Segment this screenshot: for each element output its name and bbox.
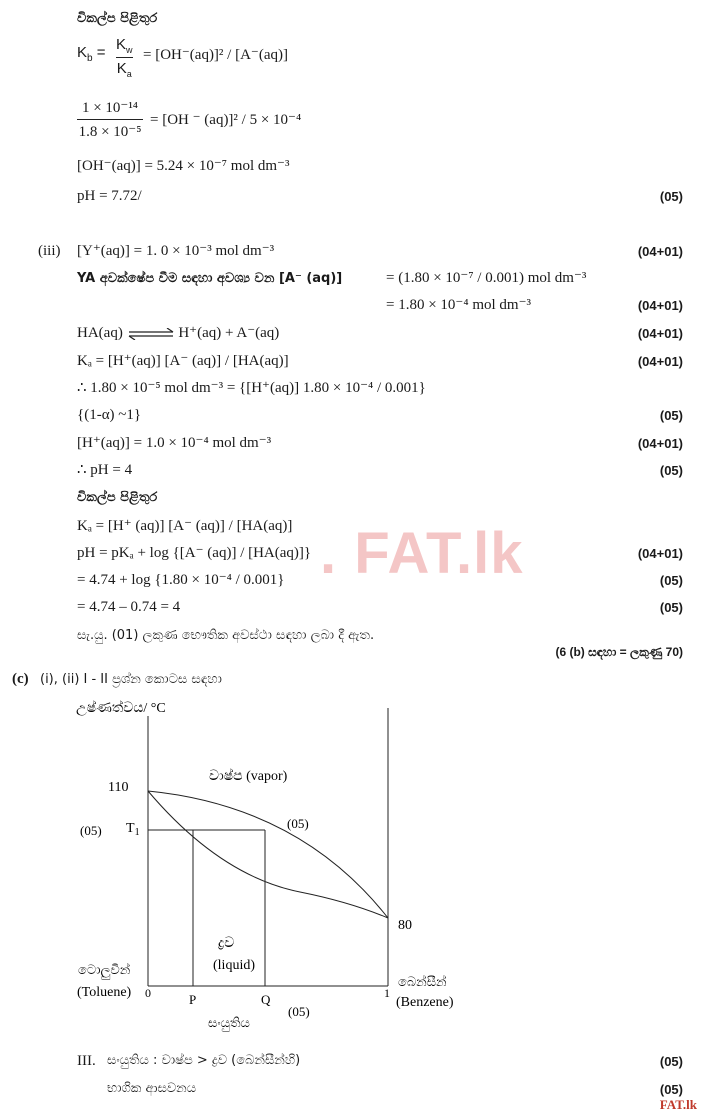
- equation-line: = 1.80 × 10⁻⁴ mol dm⁻³: [386, 297, 531, 313]
- mark: (04+01): [637, 326, 683, 341]
- x-tick-0: 0: [145, 986, 151, 1000]
- equation-line: YA අවක්ෂේප වීම සඳහා අවශ්‍ය වන [A⁻ (aq)]: [77, 271, 343, 286]
- part-label: III.: [77, 1053, 96, 1069]
- mark: (04+01): [637, 436, 683, 451]
- mark-bottom: (05): [288, 1004, 310, 1019]
- mark: (04+01): [637, 546, 683, 561]
- equation-line: = 4.74 + log {1.80 × 10⁻⁴ / 0.001}: [77, 572, 285, 588]
- ph-result: ∴ pH = 4: [77, 462, 133, 478]
- part-label: (iii): [38, 243, 61, 259]
- q-label: Q: [261, 992, 271, 1007]
- kw-over-ka-values: 1 × 10⁻¹⁴ 1.8 × 10⁻⁵: [78, 100, 142, 140]
- mark: (05): [659, 408, 683, 423]
- equation-line: {(1-α) ~1}: [77, 407, 142, 423]
- equation-line: pH = pKₐ + log {[A⁻ (aq)] / [HA(aq)]}: [77, 545, 312, 561]
- x-tick-1: 1: [384, 986, 390, 1000]
- y-tick-80: 80: [398, 918, 412, 933]
- section-heading: (i), (ii) I - II ප්‍රශ්න කොටස සඳහා: [40, 672, 222, 687]
- equilibrium-equation: HA(aq) H⁺(aq) + A⁻(aq): [77, 325, 280, 341]
- mark: (05): [659, 463, 683, 478]
- liquid-curve: [148, 791, 388, 918]
- t1-label: $T_1$: [126, 821, 140, 838]
- toluene-label-en: (Toluene): [77, 985, 132, 1000]
- footer-brand: FAT.lk: [659, 1097, 697, 1112]
- oh-concentration: [OH⁻(aq)] = 5.24 × 10⁻⁷ mol dm⁻³: [77, 158, 290, 174]
- mark: (05): [659, 600, 683, 615]
- alt-answer-heading: විකල්ප පිළිතුර: [77, 11, 158, 26]
- equation-line: = [OH ⁻ (aq)]² / 5 × 10⁻⁴: [150, 112, 302, 128]
- watermark: . FAT.lk: [320, 521, 524, 586]
- equation-line: [Y⁺(aq)] = 1. 0 × 10⁻³ mol dm⁻³: [77, 243, 275, 259]
- mark: (05): [659, 189, 683, 204]
- equation-line: ∴ 1.80 × 10⁻⁵ mol dm⁻³ = {[H⁺(aq)] 1.80 × 10⁻⁴ / 0.001}: [77, 380, 426, 396]
- mark-top: (05): [287, 816, 309, 831]
- mark: (05): [659, 1054, 683, 1069]
- mark-left: (05): [80, 823, 102, 838]
- total-marks: (6 (b) සඳහා = ලකුණු 70): [555, 645, 683, 659]
- ph-result: pH = 7.72/: [77, 188, 142, 204]
- kb-rhs: = [OH⁻(aq)]² / [A⁻(aq)]: [143, 47, 288, 63]
- alt-answer-heading: විකල්ප පිළිතුර: [77, 490, 158, 505]
- equation-line: [H⁺(aq)] = 1.0 × 10⁻⁴ mol dm⁻³: [77, 435, 272, 451]
- answer-line: භාගික ආසවනය: [107, 1081, 197, 1096]
- y-axis-label: උෂ්ණත්වය/ °C: [76, 701, 166, 716]
- vapor-label: වාෂ්ප (vapor): [209, 769, 288, 784]
- p-label: P: [189, 992, 197, 1007]
- equation-line: = (1.80 × 10⁻⁷ / 0.001) mol dm⁻³: [386, 270, 587, 286]
- kb-symbol: $K_b$ =: [77, 44, 106, 64]
- mark: (04+01): [637, 244, 683, 259]
- mark: (05): [659, 1082, 683, 1097]
- mark: (04+01): [637, 298, 683, 313]
- benzene-label-si: බෙන්සීන්: [398, 974, 447, 989]
- equation-line: Kₐ = [H⁺(aq)] [A⁻ (aq)] / [HA(aq)]: [77, 353, 289, 369]
- equation-line: = 4.74 – 0.74 = 4: [77, 599, 181, 615]
- y-tick-110: 110: [108, 780, 129, 795]
- answer-line: සංයුතිය : වාෂ්ප > ද්‍රව (බෙන්සීන්හි): [107, 1053, 301, 1068]
- equation-line: Kₐ = [H⁺ (aq)] [A⁻ (aq)] / [HA(aq)]: [77, 518, 293, 534]
- liquid-label-si: ද්‍රව: [218, 936, 235, 951]
- vapor-curve: [148, 791, 388, 918]
- note: සැ.යු. (01) ලකුණ භෞතික අවස්ථා සඳහා ලබා දී ඇත.: [77, 628, 375, 643]
- liquid-label-en: (liquid): [213, 958, 255, 973]
- equilibrium-arrow-icon: [127, 328, 175, 340]
- mark: (04+01): [637, 354, 683, 369]
- phase-diagram: [0, 696, 703, 1036]
- part-label: (c): [12, 671, 29, 687]
- x-axis-label: සංයුතිය: [208, 1015, 250, 1030]
- mark: (05): [659, 573, 683, 588]
- benzene-label-en: (Benzene): [396, 995, 454, 1010]
- toluene-label-si: ටොලුවීන්: [78, 962, 131, 977]
- kw-over-ka-fraction: $K_w$ $K_a$: [116, 36, 133, 79]
